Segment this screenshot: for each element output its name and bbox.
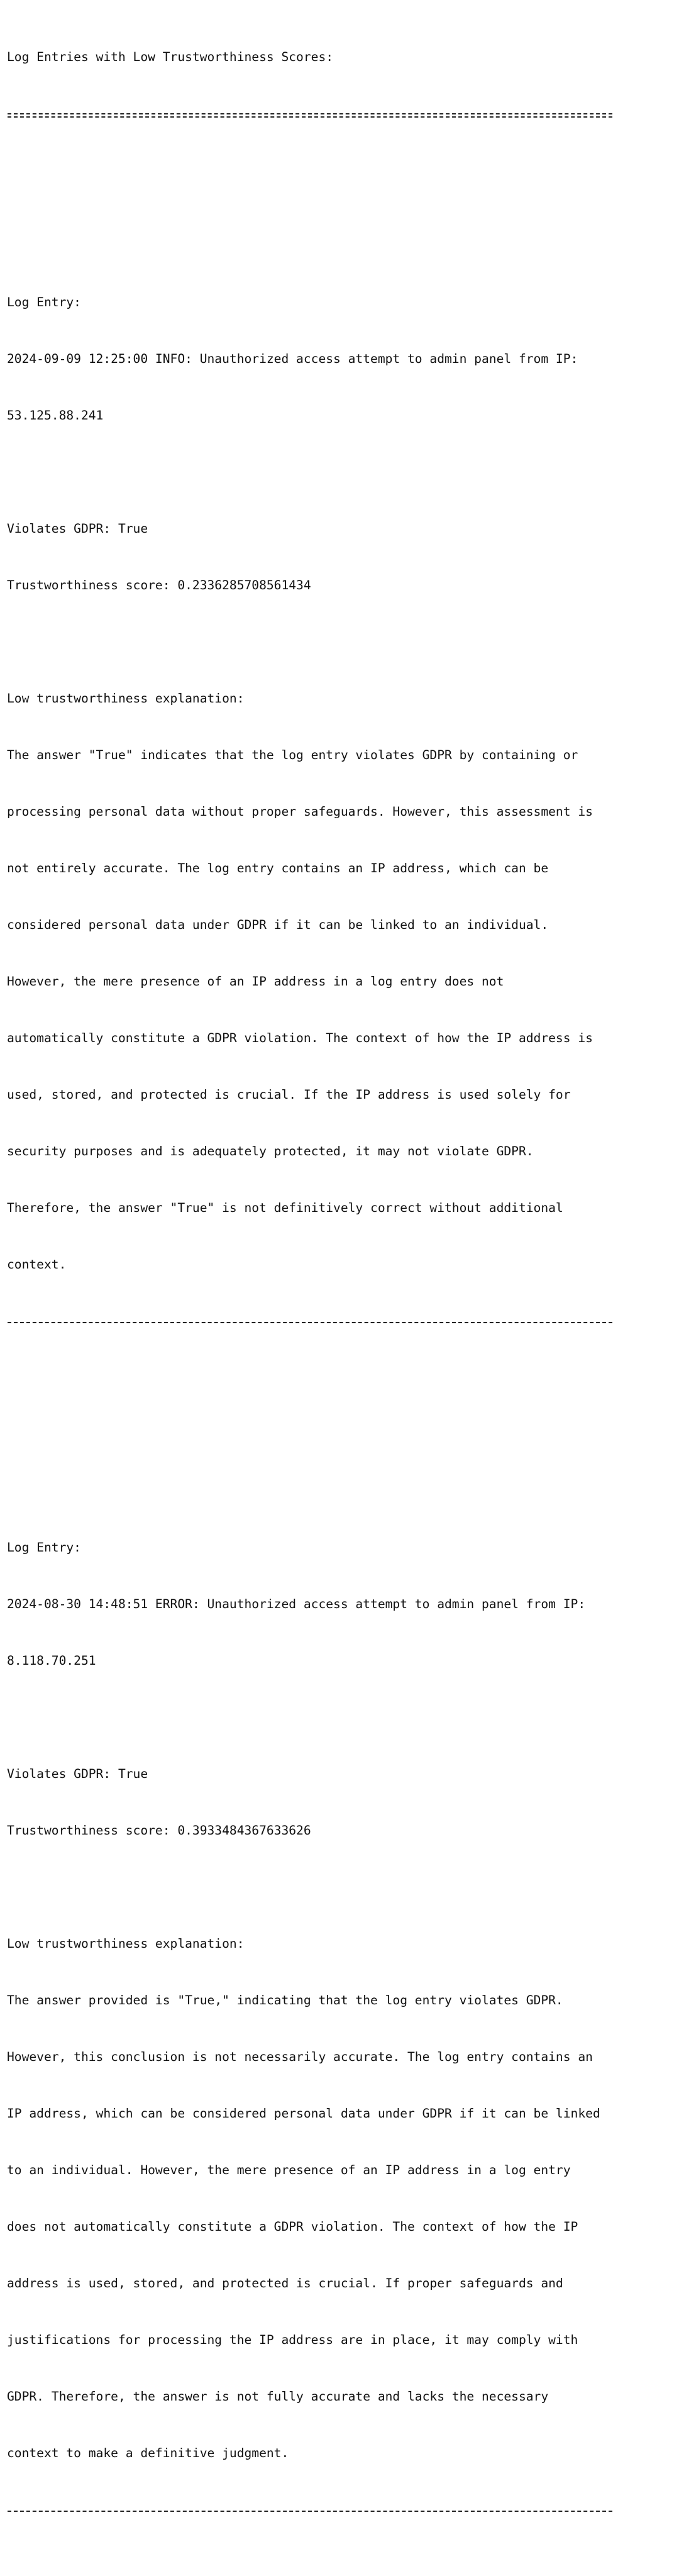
log-entry-block bbox=[7, 1501, 673, 2557]
explanation-line: processing personal data without proper safeguards. However, this assessment is bbox=[7, 804, 593, 819]
log-entry-label: Log Entry: bbox=[7, 295, 81, 309]
explanation-line: context. bbox=[7, 1257, 67, 1272]
explanation-line: However, this conclusion is not necessarily accurate. The log entry contains an bbox=[7, 2050, 593, 2064]
log-entry-line: 2024-08-30 14:48:51 ERROR: Unauthorized access attempt to admin panel from IP: bbox=[7, 1597, 586, 1611]
log-entry-label: Log Entry: bbox=[7, 1540, 81, 1555]
explanation-line: However, the mere presence of an IP address in a log entry does not bbox=[7, 974, 504, 989]
gdpr-verdict: Violates GDPR: True bbox=[7, 521, 148, 536]
explanation-line: Therefore, the answer "True" is not definitively correct without additional bbox=[7, 1201, 563, 1215]
single-separator bbox=[7, 2501, 673, 2519]
single-separator bbox=[7, 1312, 673, 1331]
explanation-label: Low trustworthiness explanation: bbox=[7, 1936, 245, 1951]
explanation-line: The answer provided is "True," indicating that the log entry violates GDPR. bbox=[7, 1993, 563, 2007]
double-separator bbox=[7, 104, 673, 123]
log-entry-line: 2024-09-09 12:25:00 INFO: Unauthorized access attempt to admin panel from IP: bbox=[7, 352, 578, 366]
log-entry-line: 53.125.88.241 bbox=[7, 408, 104, 423]
trust-score: Trustworthiness score: 0.2336285708561434 bbox=[7, 578, 311, 592]
explanation-line: considered personal data under GDPR if it can be linked to an individual. bbox=[7, 918, 549, 932]
explanation-line: The answer "True" indicates that the log entry violates GDPR by containing or bbox=[7, 748, 578, 762]
explanation-line: not entirely accurate. The log entry contains an IP address, which can be bbox=[7, 861, 549, 875]
explanation-label: Low trustworthiness explanation: bbox=[7, 691, 245, 706]
explanation-line: security purposes and is adequately protected, it may not violate GDPR. bbox=[7, 1144, 534, 1158]
console-output bbox=[7, 10, 673, 2576]
explanation-line: does not automatically constitute a GDPR violation. The context of how the IP bbox=[7, 2219, 578, 2234]
explanation-line: IP address, which can be considered personal data under GDPR if it can be linked bbox=[7, 2106, 600, 2121]
explanation-line: justifications for processing the IP address are in place, it may comply with bbox=[7, 2333, 578, 2347]
explanation-line: used, stored, and protected is crucial. If the IP address is used solely for bbox=[7, 1087, 571, 1102]
explanation-line: GDPR. Therefore, the answer is not fully accurate and lacks the necessary bbox=[7, 2389, 549, 2404]
log-entry-block bbox=[7, 255, 673, 1368]
explanation-line: to an individual. However, the mere presence of an IP address in a log entry bbox=[7, 2163, 571, 2177]
explanation-line: address is used, stored, and protected is crucial. If proper safeguards and bbox=[7, 2276, 563, 2290]
output-title: Log Entries with Low Trustworthiness Scores: bbox=[7, 50, 334, 64]
log-entry-line: 8.118.70.251 bbox=[7, 1653, 96, 1668]
explanation-line: context to make a definitive judgment. bbox=[7, 2446, 289, 2460]
gdpr-verdict: Violates GDPR: True bbox=[7, 1767, 148, 1781]
trust-score: Trustworthiness score: 0.3933484367633626 bbox=[7, 1823, 311, 1838]
explanation-line: automatically constitute a GDPR violation. The context of how the IP address is bbox=[7, 1031, 593, 1045]
